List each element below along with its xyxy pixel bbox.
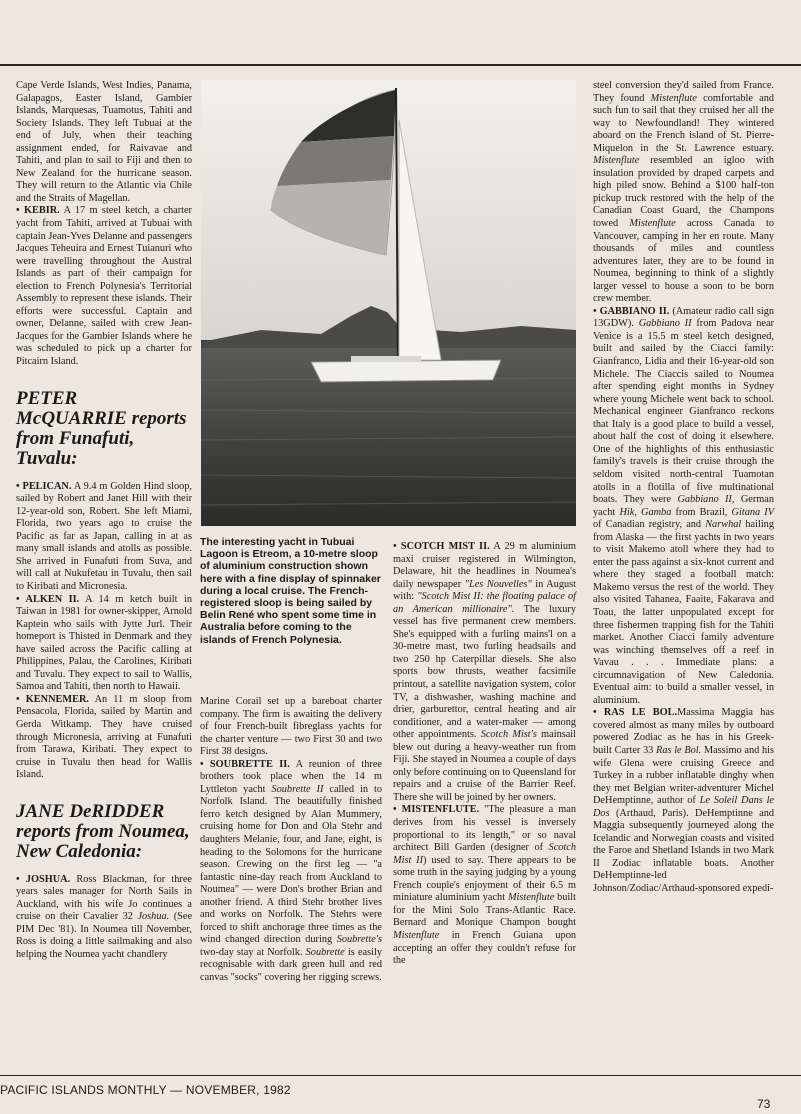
vessel-name: • SOUBRETTE II. — [200, 758, 290, 770]
entry-text: ) used to say. There appears to be some truth in the saying judging by a young French couple's enjoyment of their 6.5 m miniature aluminium yacht — [393, 854, 576, 904]
entry-text: Ross Blackman, for three years sales manager for North Sails in Auckland, with his wife Jo continues a cruise on their Cavalier 32 — [16, 873, 192, 923]
entry-text: hailing from Alaska — the first yachts in two years to visit Makemo atoll where they had to enter the pass against a six-knot current and where they staged a football match: Makemo versus the rest of the world. They also visited Tahanea, Faaite, Fakarava and Toau, the latter unpopulated except for three fishermen trapping fish for the Tahiti market. Another Ciacci family adventure was winching themselves off a reef in Vavau . . . Immediate plans: a circumnavigation of New Caledonia. Eventual aim: to build a smaller vessel, in aluminium. — [593, 519, 774, 706]
entry-text: built for the Mini Solo Trans-Atlantic Race. Bernard and Monique Champon bought — [393, 892, 577, 929]
vessel-title: Mistenflute — [593, 155, 640, 167]
vessel-name: • KEBIR. — [16, 205, 60, 217]
entry-joshua — [16, 874, 192, 962]
entry-text: (See PIM Dec '81). In Noumea till November, Ross is doing a little sailmaking and also helping the Noumea yacht chandlery — [16, 911, 193, 960]
vessel-name: • PELICAN. — [16, 480, 72, 492]
vessel-name: • JOSHUA. — [16, 873, 71, 885]
top-rule — [0, 64, 801, 66]
entry-text: mainsail blew out during a heavy-weather run from Fiji. She stayed in Noumea a couple of days only before continuing on to Queensland for repairs and a cruise of the Barrier Reef. There she will be joined by her owners. — [393, 729, 577, 803]
bottom-rule — [0, 1075, 801, 1076]
yacht-photo-illustration — [201, 80, 576, 526]
entry-text: is easily recognisable with dark green hull and red canvas "socks" covering her rigging screws. — [200, 946, 383, 984]
vessel-title: Mistenflute — [629, 218, 676, 230]
paragraph: Marine Corail set up a bareboat charter company. The firm is awaiting the delivery of four French-built fibreglass yachts for the charter venture — two First 30 and two First 38 designs. — [200, 696, 382, 758]
vessel-title: Soubrette — [305, 946, 345, 958]
book-title: Le Soleil Dans le Dos — [593, 795, 774, 819]
entry-text: across Canada to Vancouver, camping in her en route. Many thousands of miles and countless adventures later, they are to be found in Noumea, beginning to think of a slightly larger vessel to house a soon to be born crew member. — [593, 218, 774, 305]
entry-text: steel conversion they'd sailed from France. They found — [593, 80, 774, 104]
entry-text: A 17 m steel ketch, a charter yacht from Tahiti, arrived at Tubuai with captain Jean-Yves Delanne and passengers Jacques Teheuira and Ernest Tuianuri who were travelling throughout the Austral Islands as part of their campaign for election to French Polynesia's Territorial Assembly to represent these islands. Their efforts were successful. Captain and owner, Delanne, sailed with crew Jean-Jacques for the Gambier Islands where he was scheduled to pick up a charter for Pitcairn Island. — [16, 205, 192, 368]
vessel-name: • ALKEN II. — [16, 593, 80, 605]
section-heading: JANE DeRIDDER reports from Noumea, New Caledonia: — [16, 800, 190, 862]
vessel-title: Soubrette's — [336, 934, 382, 946]
vessel-title: Scotch Mist's — [480, 729, 537, 741]
vessel-title: Gabbiano II — [638, 318, 692, 330]
entry-text: "The pleasure a man derives from his vessel is inversely proportional to its length," or so naval architect Bill Garden (designer of — [393, 804, 576, 854]
paragraph — [593, 80, 774, 306]
vessel-title: Narwhal — [705, 519, 742, 531]
vessel-title: Mistenflute — [650, 92, 697, 104]
entry-text: A 29 m aluminium maxi cruiser registered in Wilmington, Delaware, hit the headlines in Noumea's daily newspaper — [393, 541, 576, 590]
entry-text: in August with: — [393, 578, 576, 603]
vessel-name: • GABBIANO II. — [593, 305, 670, 317]
vessel-name: • SCOTCH MIST II. — [393, 541, 490, 552]
photo-caption: The interesting yacht in Tubuai Lagoon is Etreom, a 10-metre sloop of aluminium construction shown here with a fine display of spinnaker during a local cruise. The French-registered sloop is being sailed by Belin René who spent some time in Australia before coming to the islands of French Polynesia. — [200, 536, 381, 646]
entry-soubrette — [200, 759, 382, 985]
entry-text: German yacht — [593, 494, 775, 518]
vessel-title: Soubrette II — [271, 783, 324, 795]
entry-text: (Amateur radio call sign 13GDW). — [593, 305, 774, 330]
column-1 — [16, 80, 192, 962]
vessel-title: Gabbiano II, — [677, 494, 735, 506]
vessel-name: • RAS LE BOL. — [593, 707, 678, 719]
entry-text: A 14 m ketch built in Taiwan in 1981 for owner-skipper, Arnold Kaptein who sails with Jytte Jurl. Their homeport is Thisted in Denmark and they have sailed across the Pacific calling at Philippines, Palau, the Carolines, Kiribati and Tuvalu. They expect to sail to Wallis, Samoa and Tahiti, then north to Hawaii. — [16, 593, 192, 693]
vessel-title: Mistenflute — [393, 929, 440, 941]
vessel-title: Mistenflute — [507, 892, 555, 904]
entry-text: An 11 m sloop from Pensacola, Florida, sailed by Martin and Gerda Witkamp. They have cruised through Micronesia, arriving at Funafuti from Tarawa, Kiribati. They expect to cruise in Tuvalu then head for Wallis Island. — [16, 693, 192, 781]
vessel-name: • MISTENFLUTE. — [393, 804, 480, 816]
vessel-title: Scotch Mist II — [393, 842, 576, 866]
entry-kebir — [16, 205, 192, 368]
entry-text: A reunion of three brothers took place when the 14 m Lyttleton yacht — [200, 758, 383, 795]
entry-text: A 9.4 m Golden Hind sloop, sailed by Robert and Janet Hill with their 12-year-old son, Robert. She left Miami, Florida, two years ago to cruise the Pacific as far as Japan, calling in at as many small islands and atolls as possible. She arrived in Funafuti from Suva, and will call at Nukufetau in Tuvalu, then sail to Kiribati and Micronesia. — [16, 480, 192, 592]
entry-pelican — [16, 481, 192, 594]
entry-text: from Brazil, — [675, 506, 728, 518]
entry-mistenflute — [393, 804, 576, 967]
vessel-title: Hik, Gamba — [619, 506, 672, 518]
entry-text: (Arthaud, Paris). DeHemptinne and Maggia subsequently journeyed along the Icelandic and Norwegian coasts and visited the Faroe and Shetland Islands in two Mark II Zodiac inflatable boats. Another DeHemptinne-led Johnson/Zodiac/Arthaud-sponsored expedi- — [593, 807, 774, 894]
entry-alken — [16, 594, 192, 694]
vessel-title: Ras le Bol. — [656, 744, 702, 756]
column-3 — [393, 541, 576, 968]
page-number: 73 — [757, 1097, 771, 1111]
entry-text: called in to Norfolk Island. The beautifully finished ferro ketch designed by Alan Mummery, cruising home for Don and Ola Stehr and daughters Melanie, four, and Jane, eight, is heading to the Solomons for the hurricane season. Crewing on the first leg — "a fantastic nine-day reach from Auckland to Noumea" — were Don's brother Brian and another friend. A third Stehr brother lives and works on Norfolk. The Stehrs were forced to shift anchorage three times as the wind changed direction during — [200, 783, 383, 946]
entry-text: two-day stay at Norfolk. — [200, 946, 303, 958]
section-heading: PETER McQUARRIE reports from Funafuti, Tuvalu: — [16, 387, 187, 469]
headline-quote: "Scotch Mist II: the floating palace of an American millionaire". — [393, 591, 576, 615]
vessel-title: Gitana IV — [731, 506, 774, 518]
entry-text: Massima Maggia has covered almost as many miles by outboard powered Zodiac as he has in his Greek-built Carter 33 — [593, 707, 775, 756]
vessel-name: • KENNEMER. — [16, 693, 89, 705]
vessel-title: Joshua. — [137, 911, 170, 923]
entry-text: comfortable and such fun to sail that they cruised her all the way to Newfoundland! They wintered aboard on the French island of St. Pierre-Miquelon in the St. Lawrence estuary. — [593, 92, 774, 154]
entry-kennemer — [16, 694, 192, 782]
newspaper-title: "Les Nouvelles" — [464, 578, 532, 590]
entry-scotch-mist — [393, 541, 576, 804]
entry-ras-le-bol — [593, 707, 774, 895]
entry-text: from Padova near Venice is a 15.5 m steel ketch designed, built and sailed by the Ciacci family: Gianfranco, Lidia and their 16-year-old son Michele. The Ciaccis sailed to Noumea after spending eight months in Sydney where young Michele went back to school. Mechanical engineer Gianfranco reckons that Italy is a good place to build a vessel, about half the cost of doing it elsewhere. One of the highlights of this enthusiastic family's travels is their cruise through the seldom visited north-central Tuamotan atolls in a flotilla of five multinational boats. They were — [593, 318, 774, 506]
yacht-photo — [201, 80, 576, 526]
entry-text: of Canadian registry, and — [593, 519, 702, 531]
column-2 — [200, 696, 382, 985]
entry-text: The luxury vessel has five permanent crew members. She's equipped with a furling mains'l on a 30-metre mast, two furling headsails and two 250 hp Caterpillar diesels. She also sports bow thrusts, weather facsimile printout, a satellite navigation system, color TV, a dishwasher, washing machine and drier, garburettor, central heating and air conditioner, and a water-maker — among other appointments. — [393, 603, 576, 741]
entry-text: Massimo and his wife Glena were cruising Greece and Turkey in a rubber inflatable dinghy when they met Belgian writer-adventurer Michel DeHemptinne, author of — [593, 744, 774, 807]
entry-text: in French Guiana upon accepting an offer they couldn't refuse for the — [393, 929, 576, 967]
entry-gabbiano — [593, 306, 774, 708]
column-4 — [593, 80, 774, 896]
entry-text: resembled an igloo with insulation provided by draped carpets and high piled snow. Behind a $100 half-ton pickup truck restored with the help of the Canadian Coast Guard, the Champons towed — [593, 155, 774, 230]
paragraph: Cape Verde Islands, West Indies, Panama, Galapagos, Easter Island, Gambier Islands, Marquesas, Tuamotus, Tahiti and Society Islands. They left Tubuai at the end of July, when their teaching assignment ended, for Raivavae and Tahiti, and plan to sail to Fiji and then to New Zealand for the hurricane season. They will return to the Atlantic via Chile and the Straits of Magellan. — [16, 80, 192, 204]
footer-publication: PACIFIC ISLANDS MONTHLY — NOVEMBER, 1982 — [0, 1083, 291, 1097]
